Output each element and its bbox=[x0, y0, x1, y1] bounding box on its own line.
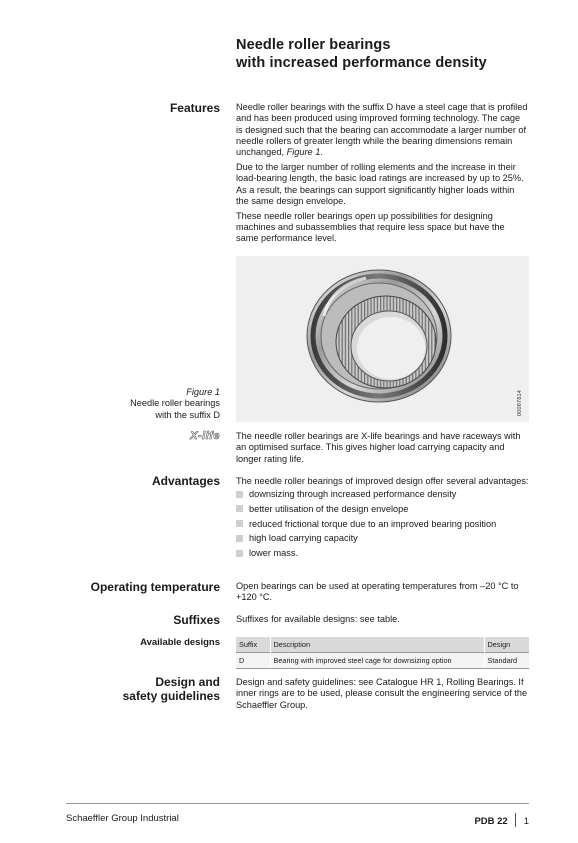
figure-caption bbox=[130, 387, 220, 421]
column-header-design: Design bbox=[484, 637, 529, 653]
title-line-2: with increased performance density bbox=[236, 54, 487, 71]
figure-caption-line-2: with the suffix D bbox=[155, 409, 220, 420]
xlife-logo: X-life bbox=[190, 430, 220, 442]
figure-reference[interactable]: Figure 1 bbox=[286, 147, 321, 158]
column-header-suffix: Suffix bbox=[236, 637, 270, 653]
suffixes-heading: Suffixes bbox=[173, 613, 220, 627]
bullet-square-icon bbox=[236, 520, 243, 527]
list-item bbox=[236, 548, 529, 559]
figure-number: Figure 1 bbox=[186, 387, 220, 397]
list-item-text: lower mass. bbox=[249, 548, 299, 559]
guidelines-heading bbox=[123, 675, 220, 703]
advantages-intro: The needle roller bearings of improved design offer several advantages: bbox=[236, 476, 529, 486]
list-item bbox=[236, 504, 529, 515]
features-p1-end: . bbox=[320, 147, 323, 158]
operating-temperature-text: Open bearings can be used at operating temperatures from –20 °C to +120 °C. bbox=[236, 581, 519, 603]
footer-company: Schaeffler Group Industrial bbox=[66, 813, 179, 824]
operating-temperature-heading: Operating temperature bbox=[90, 580, 220, 594]
needle-roller-bearing-image bbox=[236, 256, 529, 422]
title-line-1: Needle roller bearings bbox=[236, 37, 391, 53]
suffixes-text: Suffixes for available designs: see table. bbox=[236, 614, 400, 624]
page-title bbox=[236, 37, 487, 72]
list-item-text: high load carrying capacity bbox=[249, 533, 358, 544]
column-header-description: Description bbox=[270, 637, 484, 653]
available-designs-table bbox=[236, 637, 529, 669]
table-cell-design: Standard bbox=[484, 653, 529, 669]
figure-code: 00087814 bbox=[517, 389, 523, 416]
bearing-figure bbox=[236, 256, 529, 422]
list-item bbox=[236, 519, 529, 530]
footer-page-info bbox=[474, 813, 529, 827]
table-cell-suffix: D bbox=[236, 653, 270, 669]
advantages-heading: Advantages bbox=[151, 474, 220, 488]
list-item bbox=[236, 489, 529, 500]
advantages-body bbox=[236, 476, 529, 563]
footer-document-id: PDB 22 bbox=[474, 816, 508, 827]
footer-separator bbox=[515, 813, 516, 827]
available-designs-heading: Available designs bbox=[140, 637, 220, 648]
list-item-text: better utilisation of the design envelope bbox=[249, 503, 409, 514]
features-paragraph-1 bbox=[236, 102, 529, 158]
table-row bbox=[236, 653, 529, 669]
list-item bbox=[236, 533, 529, 544]
features-paragraph-2: Due to the larger number of rolling elements and the increase in their load-bearing length, the basic load ratings are increased by up to 25%. As a result, the bearings can support significantly higher loads within the same design envelope. bbox=[236, 162, 524, 206]
table-header-row bbox=[236, 637, 529, 653]
features-heading: Features bbox=[169, 101, 220, 115]
table-cell-description: Bearing with improved steel cage for downsizing option bbox=[270, 653, 484, 669]
footer-divider bbox=[66, 803, 529, 804]
xlife-text: The needle roller bearings are X-life bearings and have raceways with an optimised surface. This gives higher load carrying capacity and longer rating life. bbox=[236, 431, 521, 464]
features-p1-text: Needle roller bearings with the suffix D have a steel cage that is profiled and has been produced using improved forming technology. The cage is designed such that the bearing can accommodate a larger number of needle rollers of greater length while the bearing dimensions remain unchanged, bbox=[236, 102, 528, 158]
guidelines-text: Design and safety guidelines: see Catalogue HR 1, Rolling Bearings. If inner rings are to be used, please consult the engineering service of the Schaeffler Group. bbox=[236, 677, 528, 710]
features-body bbox=[236, 102, 529, 248]
bullet-square-icon bbox=[236, 491, 243, 498]
bullet-square-icon bbox=[236, 550, 243, 557]
advantages-list bbox=[236, 489, 529, 559]
features-paragraph-3: These needle roller bearings open up possibilities for designing machines and subassemblies that require less space but have the same performance level. bbox=[236, 210, 505, 244]
bullet-square-icon bbox=[236, 535, 243, 542]
guidelines-heading-line-1: Design and bbox=[155, 675, 220, 689]
bullet-square-icon bbox=[236, 505, 243, 512]
list-item-text: reduced frictional torque due to an improved bearing position bbox=[249, 518, 497, 529]
list-item-text: downsizing through increased performance density bbox=[249, 489, 457, 500]
figure-caption-line-1: Needle roller bearings bbox=[130, 398, 220, 409]
guidelines-heading-line-2: safety guidelines bbox=[122, 689, 220, 703]
footer-page-number: 1 bbox=[523, 816, 529, 827]
